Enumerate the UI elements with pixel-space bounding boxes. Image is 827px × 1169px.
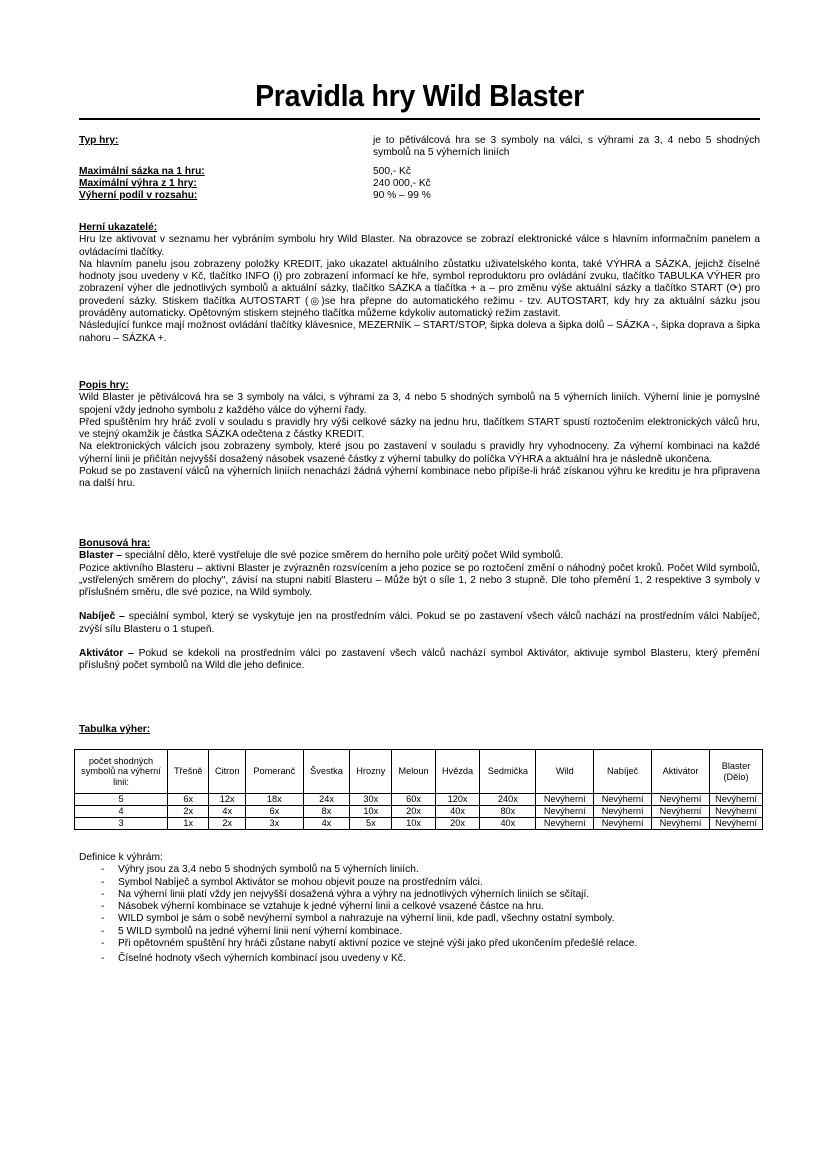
table-cell: 40x [435, 806, 480, 818]
list-item: - Výhry jsou za 3,4 nebo 5 shodných symbolů na 5 výherních liniích. [101, 864, 760, 876]
paragraph: Na elektronických válcích jsou zobrazeny symboly, které jsou po zastavení v souladu s pravidly hry vyhodnoceny. Za výherní kombinaci na každé výherní linii je přičítán nejvyšší dosažený násobek vsazené částky z výherní tabulky do políčka VÝHRA a aktuální hra je následně ukončena. [79, 441, 760, 465]
column-header: Pomeranč [245, 750, 303, 794]
table-cell: Nevýherní [710, 794, 763, 806]
term-charger: Nabíječ – [79, 611, 125, 623]
list-item: - Číselné hodnoty všech výherních kombinací jsou uvedeny v Kč. [101, 953, 760, 965]
page-title: Pravidla hry Wild Blaster [255, 78, 584, 113]
game-info [79, 135, 760, 202]
paytable-header-row [75, 750, 763, 794]
column-header: Hvězda [435, 750, 480, 794]
column-header: Sedmička [480, 750, 536, 794]
column-header: Aktivátor [652, 750, 710, 794]
paragraph: Pozice aktivního Blasteru – aktivní Blaster je zvýrazněn rozsvícením a jeho pozice se po roztočení změní o náhodný počet kroků. Počet Wild symbolů, „vstřelených směrem do plochy", závisí na stupni nabití Blasteru – Může být o síle 1, 2 nebo 3 stupně. Dle toho přemění 1, 2 respektive 3 symboly v příslušném směru, dle své pozice, na Wild symboly. [79, 562, 760, 599]
table-cell: Nevýherní [536, 794, 594, 806]
list-item: - Při opětovném spuštění hry hráči zůstane nabytí aktivní pozice ve stejné výši jako před ukončením předešlé relace. [101, 938, 760, 950]
table-cell: 20x [392, 806, 435, 818]
paragraph: Následující funkce mají možnost ovládání tlačítky klávesnice, MEZERNÍK – START/STOP, šipka doleva a šipka dolů – SÁZKA -, šipka doprava a šipka nahoru – SÁZKA +. [79, 320, 760, 344]
list-item: - WILD symbol je sám o sobě nevýherní symbol a nahrazuje na výherní linii, kde padl, všechny ostatní symboly. [101, 913, 760, 925]
table-cell: Nevýherní [536, 818, 594, 830]
table-cell: 80x [480, 806, 536, 818]
paragraph: Hru lze aktivovat v seznamu her vybráním symbolu hry Wild Blaster. Na obrazovce se zobrazí elektronické válce s hlavním informačním panelem a ovládacími tlačítky. [79, 234, 760, 258]
info-label: Výherní podíl v rozsahu: [79, 190, 198, 202]
column-header: Švestka [303, 750, 350, 794]
table-cell: Nevýherní [652, 794, 710, 806]
table-cell: 10x [350, 806, 392, 818]
info-value: je to pětiválcová hra se 3 symboly na válci, s výhrami za 3, 4 nebo 5 shodných symbolů na 5 výherních liniích [373, 135, 760, 159]
list-item: - Násobek výherní kombinace se vztahuje k jedné výherní linii a celkové vsazené částce na hru. [101, 901, 760, 913]
table-cell: 6x [245, 806, 303, 818]
table-cell: 5x [350, 818, 392, 830]
table-cell: Nevýherní [710, 818, 763, 830]
info-value: 240 000,- Kč [373, 177, 431, 189]
section-description [79, 380, 760, 491]
paragraph-blaster [79, 550, 760, 562]
column-header: Wild [536, 750, 594, 794]
column-header: Hrozny [350, 750, 392, 794]
paragraph: Před spuštěním hry hráč zvolí v souladu s pravidly hry výši celkové sázky na jednu hru, tlačítkem START spustí roztočením elektronických válců hru, ve stejný okamžik je částka SÁZKA odečtena z částky KREDIT. [79, 416, 760, 441]
table-cell: Nevýherní [652, 806, 710, 818]
section-paytable [79, 724, 760, 736]
info-value: 90 % – 99 % [373, 190, 431, 202]
text-activator: Pokud se kdekoli na prostředním válci po zastavení všech válců nachází symbol Aktivátor, aktivuje symbol Blasteru, který přemění příslušný počet symbolů na Wild dle jeho definice. [79, 648, 760, 672]
info-row-rtp [79, 190, 760, 202]
list-item: - Symbol Nabíječ a symbol Aktivátor se mohou objevit pouze na prostředním válci. [101, 877, 760, 889]
title-rule [79, 118, 760, 120]
table-cell: 24x [303, 794, 350, 806]
table-cell: 1x [168, 818, 209, 830]
table-cell: 60x [392, 794, 435, 806]
paragraph: Na hlavním panelu jsou zobrazeny položky KREDIT, jako ukazatel aktuálního zůstatku uživatelského konta, také VÝHRA a SÁZKA, jejichž číselné hodnoty jsou uvedeny v Kč, tlačítko INFO (i) pro zobrazení informací ke hře, symbol reproduktoru pro ovládání zvuku, tlačítko TABULKA VÝHER pro zobrazení výher dle jednotlivých symbolů a aktuální sázky, tlačítko SÁZKA a tlačítka + a – pro změnu výše aktuální sázky a tlačítko START (⟳) pro provedení sázky. Stiskem tlačítka AUTOSTART (◎)se hra přepne do automatického režimu - tzv. AUTOSTART, kdy hry za aktuální sázku jsou prováděny automaticky. Opětovným stiskem stejného tlačítka můžeme kdykoliv automatický režim zastavit. [79, 258, 760, 320]
table-cell: Nevýherní [594, 818, 652, 830]
table-cell: 12x [209, 794, 245, 806]
table-cell: 8x [303, 806, 350, 818]
info-row-max-win [79, 178, 760, 190]
term-blaster: Blaster – [79, 550, 123, 562]
table-cell: Nevýherní [652, 818, 710, 830]
section-indicators [79, 222, 760, 345]
table-cell: 4x [303, 818, 350, 830]
column-header: Meloun [392, 750, 435, 794]
paragraph: Wild Blaster je pětiválcová hra se 3 symboly na válci, s výhrami za 3, 4 nebo 5 shodných symbolů na 5 výherních liniích. Výherní linie je pomyslné spojení vždy jednoho symbolu z každého válce do výherní řady. [79, 392, 760, 416]
section-heading: Bonusová hra: [79, 538, 151, 549]
table-cell: 4 [75, 806, 168, 818]
column-header: Blaster (Dělo) [710, 750, 763, 794]
term-activator: Aktivátor – [79, 648, 134, 660]
table-cell: 20x [435, 818, 480, 830]
column-header: Třešně [168, 750, 209, 794]
text-charger: speciální symbol, který se vyskytuje jen na prostředním válci. Pokud se po zastavení všech válců nachází na prostředním válci Nabíječ, zvýší sílu Blasteru o 1 stupeň. [79, 611, 760, 635]
table-cell: 40x [480, 818, 536, 830]
info-label: Typ hry: [79, 135, 119, 146]
paragraph-charger [79, 611, 760, 636]
table-cell: 3 [75, 818, 168, 830]
section-heading: Definice k výhrám: [79, 852, 163, 863]
table-cell: 240x [480, 794, 536, 806]
table-row [75, 806, 763, 818]
paragraph: Pokud se po zastavení válců na výherních liniích nenachází žádná výherní kombinace nebo připíše-li hráč získanou výhru ke kreditu je hra připravena na další hru. [79, 466, 760, 490]
section-heading: Popis hry: [79, 380, 129, 391]
table-cell: 4x [209, 806, 245, 818]
table-cell: 5 [75, 794, 168, 806]
info-value: 500,- Kč [373, 165, 411, 177]
column-header: Nabíječ [594, 750, 652, 794]
section-definitions [79, 852, 760, 966]
table-cell: 2x [209, 818, 245, 830]
info-label: Maximální výhra z 1 hry: [79, 177, 197, 189]
column-header: počet shodných symbolů na výherní linii: [75, 750, 168, 794]
table-cell: 120x [435, 794, 480, 806]
info-row-type [79, 135, 760, 160]
table-cell: 6x [168, 794, 209, 806]
definitions-list [79, 864, 760, 965]
list-item: - 5 WILD symbolů na jedné výherní linii není výherní kombinace. [101, 926, 760, 938]
section-heading: Herní ukazatelé: [79, 222, 158, 233]
table-row [75, 794, 763, 806]
section-bonus [79, 538, 760, 673]
text-blaster: speciální dělo, které vystřeluje dle své pozice směrem do herního pole určitý počet Wild symbolů. [122, 550, 564, 562]
table-cell: Nevýherní [594, 794, 652, 806]
info-label: Maximální sázka na 1 hru: [79, 165, 205, 177]
info-row-max-bet [79, 166, 760, 178]
column-header: Citron [209, 750, 245, 794]
table-cell: 10x [392, 818, 435, 830]
table-cell: 18x [245, 794, 303, 806]
table-cell: Nevýherní [710, 806, 763, 818]
paytable [74, 749, 763, 830]
table-cell: Nevýherní [594, 806, 652, 818]
paragraph-activator [79, 648, 760, 673]
table-cell: Nevýherní [536, 806, 594, 818]
table-cell: 3x [245, 818, 303, 830]
list-item: - Na výherní linii platí vždy jen nejvyšší dosažená výhra a výhry na jednotlivých výherních liniích se sčítají. [101, 889, 760, 901]
table-cell: 30x [350, 794, 392, 806]
table-row [75, 818, 763, 830]
table-cell: 2x [168, 806, 209, 818]
section-heading: Tabulka výher: [79, 724, 151, 735]
